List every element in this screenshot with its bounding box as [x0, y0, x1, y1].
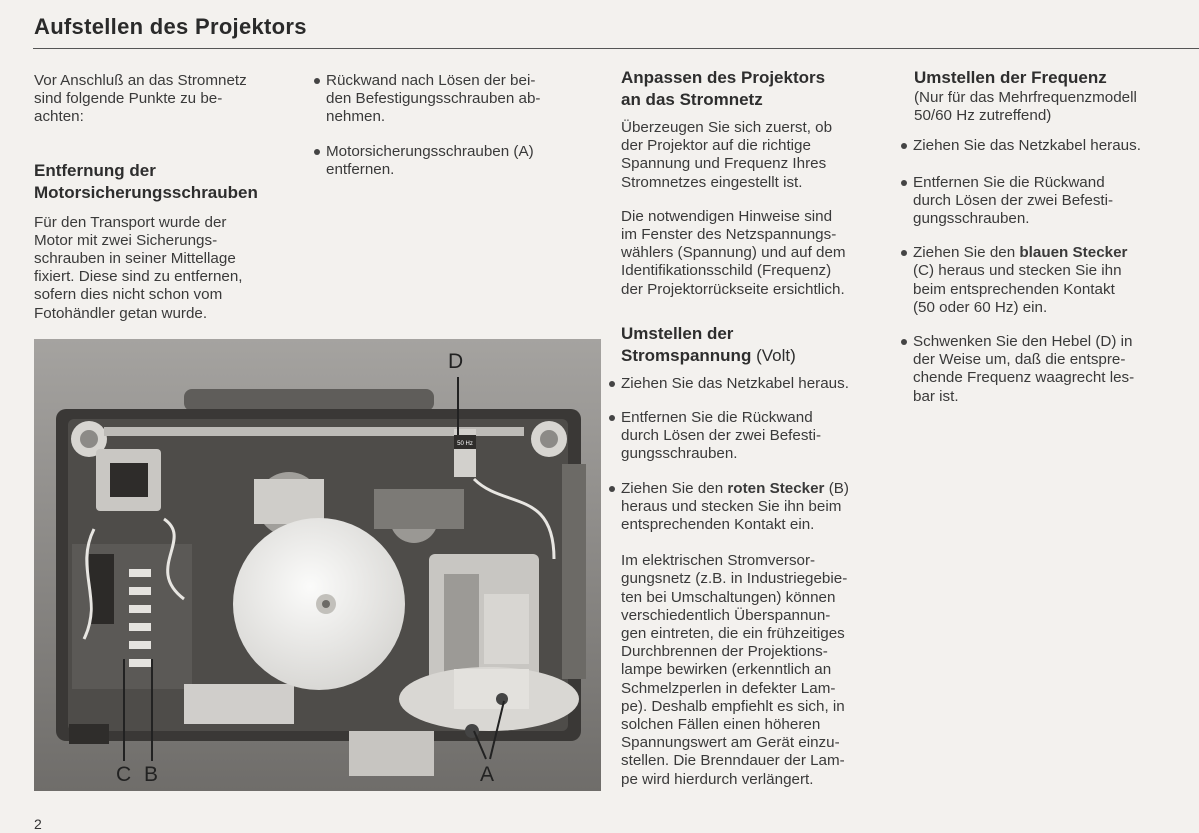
mains-paragraph-2: Die notwendigen Hinweise sind im Fenster des Netzspannungs- wählers (Spannung) und auf dem Identifikationsschild (Frequenz) der Projektorrückseite ersichtlich. — [621, 207, 846, 298]
frequency-bullet-blue-plug: Ziehen Sie den blauen Stecker (C) heraus und stecken Sie ihn beim entsprechenden Kontakt (50 oder 60 Hz) ein. — [900, 244, 1190, 317]
page-title: Aufstellen des Projektors — [34, 14, 307, 39]
label-B: B — [144, 763, 159, 786]
label-C: C — [116, 763, 132, 786]
column-4 — [900, 67, 1190, 406]
switch-frequency-label: 50 Hz — [457, 441, 473, 447]
label-D: D — [448, 350, 464, 373]
mains-paragraph-1: Überzeugen Sie sich zuerst, ob der Projektor auf die richtige Spannung und Frequenz Ihres Stromnetzes eingestellt ist. — [621, 119, 833, 191]
column-2 — [313, 72, 588, 179]
voltage-bullet-remove-back: Entfernen Sie die Rückwand durch Lösen der zwei Befesti- gungsschrauben. — [608, 409, 898, 464]
leader-A-lines — [34, 339, 601, 791]
label-A: A — [480, 763, 495, 786]
column-3 — [608, 67, 898, 789]
section-heading-voltage: Umstellen der Stromspannung (Volt) — [621, 323, 796, 365]
voltage-bullet-unplug: Ziehen Sie das Netzkabel heraus. — [608, 375, 898, 393]
frequency-note: (Nur für das Mehrfrequenzmodell 50/60 Hz zutreffend) — [914, 89, 1137, 125]
intro-paragraph: Vor Anschluß an das Stromnetz sind folgende Punkte zu be- achten: — [34, 72, 247, 126]
frequency-bullet-remove-back: Entfernen Sie die Rückwand durch Lösen der zwei Befesti- gungsschrauben. — [900, 174, 1190, 229]
bullet-remove-screws: Motorsicherungsschrauben (A) entfernen. — [313, 143, 588, 179]
section-heading-motor-screws: Entfernung der Motorsicherungsschrauben — [34, 160, 258, 202]
section-heading-frequency: Umstellen der Frequenz — [914, 68, 1107, 87]
frequency-bullet-unplug: Ziehen Sie das Netzkabel heraus. — [900, 137, 1190, 155]
motor-screws-paragraph: Für den Transport wurde der Motor mit zwei Sicherungs- schrauben in seiner Mittellage fixiert. Diese sind zu entfernen, sofern dies nicht schon vom Fotohändler getan wurde. — [34, 213, 243, 322]
projector-interior-photo — [34, 339, 601, 791]
overvoltage-paragraph: Im elektrischen Stromversor- gungsnetz (z.B. in Industriegebie- ten bei Umschaltungen) können verschiedentlich Überspannun- gen eintreten, die ein frühzeitiges Durchbrennen der Projektions- lampe bewirken (erkenntlich an Schmelzperlen in defekter Lam- pe). Deshalb empfiehlt es sich, in solchen Fällen einen höheren Spannungswert am Gerät einzu- stellen. Die Brenndauer der Lam- pe wird hierdurch verlängert. — [621, 552, 848, 788]
column-1 — [34, 72, 294, 323]
voltage-bullet-red-plug: Ziehen Sie den roten Stecker (B) heraus und stecken Sie ihn beim entsprechenden Kontakt ein. — [608, 480, 898, 535]
frequency-bullet-lever: Schwenken Sie den Hebel (D) in der Weise um, daß die entspre- chende Frequenz waagrecht les- bar ist. — [900, 333, 1190, 406]
section-heading-mains: Anpassen des Projektors an das Stromnetz — [621, 68, 826, 109]
title-rule — [33, 48, 1199, 49]
bullet-remove-back: Rückwand nach Lösen der bei- den Befestigungsschrauben ab- nehmen. — [313, 72, 588, 127]
page-number: 2 — [34, 816, 42, 832]
